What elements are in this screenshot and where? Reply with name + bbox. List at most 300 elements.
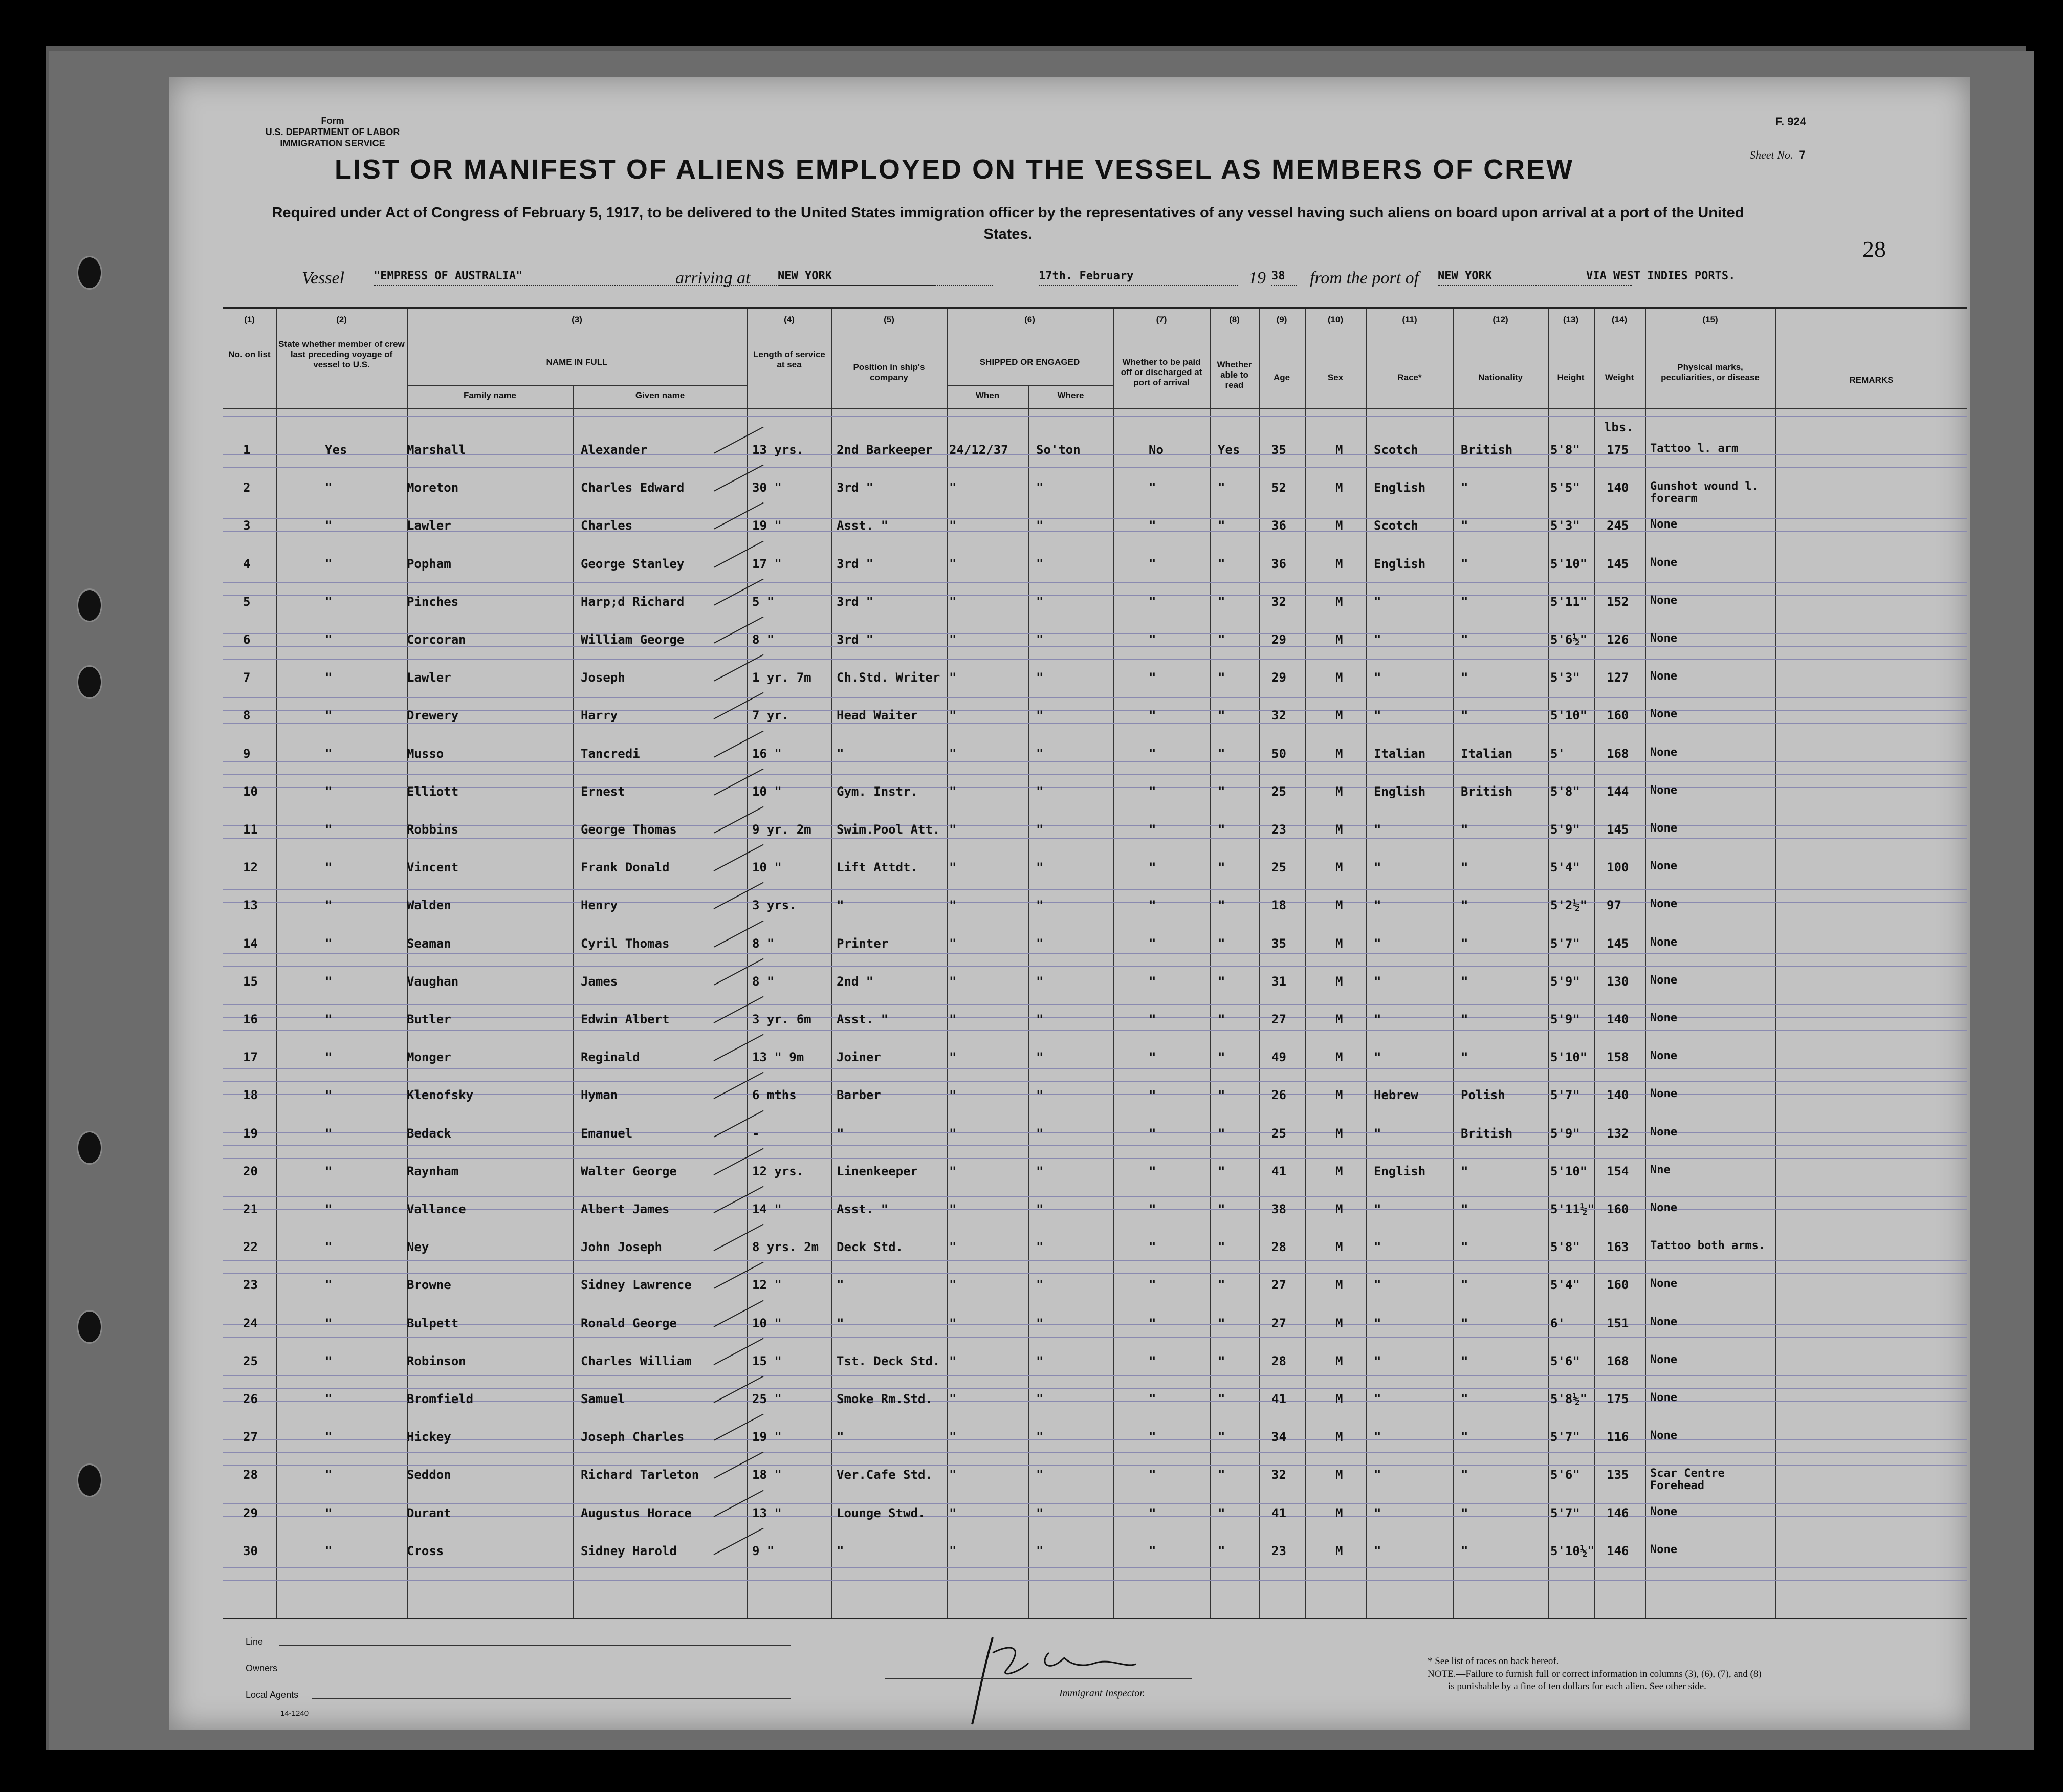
sex-cell: M xyxy=(1335,1505,1343,1520)
race-cell: " xyxy=(1374,860,1381,875)
position-cell: " xyxy=(837,1430,844,1445)
race-cell: English xyxy=(1374,1164,1426,1178)
height-cell: 5'7" xyxy=(1550,1505,1580,1520)
shipped-when-cell: " xyxy=(949,936,957,951)
ruled-line xyxy=(223,1567,1967,1568)
nationality-cell: " xyxy=(1461,974,1468,989)
race-cell: " xyxy=(1374,1505,1381,1520)
ruled-line xyxy=(223,467,1967,468)
shipped-where-cell: " xyxy=(1036,518,1044,533)
weight-cell: 158 xyxy=(1607,1050,1629,1065)
age-cell: 25 xyxy=(1271,784,1286,799)
shipped-where-cell: " xyxy=(1036,860,1044,875)
sex-cell: M xyxy=(1335,1012,1343,1026)
given-name-cell: Cyril Thomas xyxy=(581,936,670,951)
row-number-cell: 26 xyxy=(243,1392,258,1406)
shipped-where-cell: " xyxy=(1036,898,1044,913)
row-number-cell: 27 xyxy=(243,1430,258,1445)
race-cell: Italian xyxy=(1374,746,1426,761)
able-to-read-cell: " xyxy=(1218,1278,1225,1293)
ruled-line xyxy=(223,1145,1967,1146)
weight-cell: 168 xyxy=(1607,746,1629,761)
position-cell: " xyxy=(837,1278,844,1293)
able-to-read-cell: " xyxy=(1218,1430,1225,1445)
able-to-read-cell: " xyxy=(1218,1240,1225,1255)
race-cell: " xyxy=(1374,1012,1381,1026)
length-of-service-cell: - xyxy=(752,1126,760,1141)
previous-voyage-cell: " xyxy=(325,1316,333,1330)
ruled-line xyxy=(223,953,1967,954)
nationality-cell: " xyxy=(1461,1202,1468,1216)
nationality-cell: " xyxy=(1461,632,1468,647)
shipped-where-cell: So'ton xyxy=(1036,443,1081,457)
sex-cell: M xyxy=(1335,860,1343,875)
paid-off-cell: " xyxy=(1149,1240,1156,1255)
row-number-cell: 15 xyxy=(243,974,258,989)
race-cell: " xyxy=(1374,670,1381,685)
shipped-where-cell: " xyxy=(1036,1278,1044,1293)
shipped-when-cell: " xyxy=(949,1316,957,1330)
crew-table xyxy=(223,307,1967,1619)
family-name-cell: Corcoran xyxy=(407,632,466,647)
given-name-cell: Richard Tarleton xyxy=(581,1468,699,1482)
shipped-where-cell: " xyxy=(1036,746,1044,761)
shipped-where-cell: " xyxy=(1036,1392,1044,1406)
length-of-service-cell: 25 " xyxy=(752,1392,782,1406)
paid-off-cell: " xyxy=(1149,594,1156,609)
col-shipped-index: (6) xyxy=(1024,315,1035,324)
punch-hole xyxy=(77,256,102,290)
height-cell: 5' xyxy=(1550,746,1565,761)
given-name-cell: Albert James xyxy=(581,1202,670,1216)
given-name-cell: Joseph Charles xyxy=(581,1430,685,1445)
age-cell: 27 xyxy=(1271,1316,1286,1330)
shipped-where-cell: " xyxy=(1036,1050,1044,1065)
previous-voyage-cell: " xyxy=(325,1012,333,1026)
able-to-read-cell: " xyxy=(1218,1392,1225,1406)
col-when-header: When xyxy=(975,390,1000,400)
weight-cell: 116 xyxy=(1607,1430,1629,1445)
row-number-cell: 12 xyxy=(243,860,258,875)
physical-marks-cell: Nne xyxy=(1650,1163,1671,1176)
nationality-cell: " xyxy=(1461,594,1468,609)
column-divider xyxy=(1453,309,1454,1619)
family-name-cell: Drewery xyxy=(407,708,459,723)
shipped-when-cell: " xyxy=(949,708,957,723)
position-cell: Asst. " xyxy=(837,1012,889,1026)
row-number-cell: 23 xyxy=(243,1278,258,1293)
shipped-where-cell: " xyxy=(1036,1505,1044,1520)
race-cell: Hebrew xyxy=(1374,1088,1418,1103)
column-divider xyxy=(947,309,948,1619)
able-to-read-cell: " xyxy=(1218,1353,1225,1368)
given-name-cell: George Stanley xyxy=(581,556,685,571)
position-cell: Lounge Stwd. xyxy=(837,1505,926,1520)
ruled-line xyxy=(223,1030,1967,1031)
shipped-where-cell: " xyxy=(1036,822,1044,837)
shipped-where-cell: " xyxy=(1036,974,1044,989)
sex-cell: M xyxy=(1335,670,1343,685)
position-cell: Asst. " xyxy=(837,1202,889,1216)
physical-marks-cell: None xyxy=(1650,1087,1677,1101)
given-name-cell: Tancredi xyxy=(581,746,640,761)
race-cell: English xyxy=(1374,480,1426,495)
col-previous-voyage-header: State whether member of crew last preceding voyage of vessel to U.S. xyxy=(278,339,405,369)
age-cell: 29 xyxy=(1271,632,1286,647)
family-name-cell: Popham xyxy=(407,556,451,571)
form-header-block xyxy=(246,115,420,149)
ruled-line xyxy=(223,1196,1967,1197)
height-cell: 5'4" xyxy=(1550,1278,1580,1293)
race-cell: English xyxy=(1374,784,1426,799)
row-number-cell: 9 xyxy=(243,746,251,761)
shipped-when-cell: " xyxy=(949,784,957,799)
race-cell: " xyxy=(1374,974,1381,989)
physical-marks-cell: None xyxy=(1650,1277,1677,1291)
paid-off-cell: " xyxy=(1149,1278,1156,1293)
position-cell: Barber xyxy=(837,1088,881,1103)
weight-cell: 163 xyxy=(1607,1240,1629,1255)
paid-off-cell: " xyxy=(1149,1392,1156,1406)
height-cell: 5'9" xyxy=(1550,1126,1580,1141)
nationality-cell: " xyxy=(1461,518,1468,533)
via-route: VIA WEST INDIES PORTS. xyxy=(1586,270,1736,282)
height-cell: 5'6" xyxy=(1550,1468,1580,1482)
sex-cell: M xyxy=(1335,1240,1343,1255)
row-number-cell: 11 xyxy=(243,822,258,837)
length-of-service-cell: 19 " xyxy=(752,1430,782,1445)
physical-marks-cell: None xyxy=(1650,1429,1677,1443)
length-of-service-cell: 19 " xyxy=(752,518,782,533)
nationality-cell: British xyxy=(1461,1126,1513,1141)
sex-cell: M xyxy=(1335,784,1343,799)
previous-voyage-cell: " xyxy=(325,784,333,799)
shipped-when-cell: " xyxy=(949,1392,957,1406)
previous-voyage-cell: " xyxy=(325,480,333,495)
shipped-when-cell: " xyxy=(949,1088,957,1103)
paid-off-cell: " xyxy=(1149,1505,1156,1520)
shipped-where-cell: " xyxy=(1036,1240,1044,1255)
nationality-cell: " xyxy=(1461,860,1468,875)
family-name-cell: Marshall xyxy=(407,443,466,457)
able-to-read-cell: " xyxy=(1218,860,1225,875)
nationality-cell: " xyxy=(1461,1543,1468,1558)
position-cell: 2nd " xyxy=(837,974,874,989)
physical-marks-cell: None xyxy=(1650,746,1677,759)
sex-cell: M xyxy=(1335,1088,1343,1103)
race-cell: " xyxy=(1374,632,1381,647)
shipped-when-cell: " xyxy=(949,1353,957,1368)
race-cell: " xyxy=(1374,1126,1381,1141)
row-number-cell: 29 xyxy=(243,1505,258,1520)
family-name-cell: Robbins xyxy=(407,822,459,837)
vessel-name: "EMPRESS OF AUSTRALIA" xyxy=(374,270,936,286)
given-name-cell: John Joseph xyxy=(581,1240,662,1255)
col-service-header: Length of service at sea xyxy=(753,349,825,369)
col-sex-header: Sex xyxy=(1327,373,1344,382)
row-number-cell: 6 xyxy=(243,632,251,647)
sex-cell: M xyxy=(1335,1316,1343,1330)
physical-marks-cell: None xyxy=(1650,556,1677,569)
shipped-when-cell: " xyxy=(949,1543,957,1558)
ruled-line xyxy=(223,1081,1967,1082)
given-name-cell: Charles xyxy=(581,518,633,533)
position-cell: " xyxy=(837,1543,844,1558)
weight-cell: 100 xyxy=(1607,860,1629,875)
sex-cell: M xyxy=(1335,936,1343,951)
able-to-read-cell: " xyxy=(1218,898,1225,913)
length-of-service-cell: 15 " xyxy=(752,1353,782,1368)
form-label: Form xyxy=(321,116,344,126)
col-race-header: Race* xyxy=(1397,373,1422,382)
age-cell: 41 xyxy=(1271,1505,1286,1520)
inspector-signature-line xyxy=(885,1678,1192,1679)
punch-hole xyxy=(77,1131,102,1165)
length-of-service-cell: 7 yr. xyxy=(752,708,789,723)
shipped-where-cell: " xyxy=(1036,556,1044,571)
age-cell: 41 xyxy=(1271,1164,1286,1178)
family-name-cell: Bedack xyxy=(407,1126,451,1141)
family-name-cell: Cross xyxy=(407,1543,444,1558)
length-of-service-cell: 13 " xyxy=(752,1505,782,1520)
paid-off-cell: " xyxy=(1149,1468,1156,1482)
col-position-header: Position in ship's company xyxy=(853,362,925,382)
length-of-service-cell: 10 " xyxy=(752,784,782,799)
paid-off-cell: " xyxy=(1149,1126,1156,1141)
col-height-header: Height xyxy=(1557,373,1585,382)
shipped-where-cell: " xyxy=(1036,1202,1044,1216)
nationality-cell: " xyxy=(1461,898,1468,913)
given-name-cell: Frank Donald xyxy=(581,860,670,875)
nationality-cell: " xyxy=(1461,936,1468,951)
race-cell: " xyxy=(1374,822,1381,837)
from-port-label: from the port of xyxy=(1310,269,1419,288)
able-to-read-cell: " xyxy=(1218,1468,1225,1482)
physical-marks-cell: None xyxy=(1650,1391,1677,1404)
col-shipped-header: SHIPPED OR ENGAGED xyxy=(979,357,1080,367)
position-cell: Joiner xyxy=(837,1050,881,1065)
weight-cell: 160 xyxy=(1607,1278,1629,1293)
family-name-cell: Durant xyxy=(407,1505,451,1520)
shipped-when-cell: " xyxy=(949,1126,957,1141)
family-name-cell: Bulpett xyxy=(407,1316,459,1330)
subheader-divider xyxy=(947,385,1113,386)
immigrant-inspector-label: Immigrant Inspector. xyxy=(1059,1688,1145,1699)
sheet-number-field xyxy=(1750,148,1806,162)
able-to-read-cell: " xyxy=(1218,594,1225,609)
sheet-number-value: 7 xyxy=(1799,148,1806,161)
nationality-cell: " xyxy=(1461,1012,1468,1026)
weight-cell: 135 xyxy=(1607,1468,1629,1482)
col-nationality-index: (12) xyxy=(1493,315,1508,324)
weight-cell: 168 xyxy=(1607,1353,1629,1368)
height-cell: 5'8" xyxy=(1550,443,1580,457)
age-cell: 36 xyxy=(1271,518,1286,533)
shipped-where-cell: " xyxy=(1036,708,1044,723)
family-name-cell: Klenofsky xyxy=(407,1088,474,1103)
col-previous-voyage-index: (2) xyxy=(336,315,347,324)
physical-marks-cell: None xyxy=(1650,632,1677,645)
given-name-cell: Sidney Lawrence xyxy=(581,1278,692,1293)
length-of-service-cell: 6 mths xyxy=(752,1088,797,1103)
age-cell: 50 xyxy=(1271,746,1286,761)
shipped-where-cell: " xyxy=(1036,1088,1044,1103)
owners-label: Owners xyxy=(246,1663,278,1673)
able-to-read-cell: " xyxy=(1218,1164,1225,1178)
physical-marks-cell: None xyxy=(1650,898,1677,911)
height-cell: 5'9" xyxy=(1550,822,1580,837)
nationality-cell: " xyxy=(1461,708,1468,723)
line-field-underline xyxy=(279,1645,791,1646)
able-to-read-cell: " xyxy=(1218,974,1225,989)
ruled-line xyxy=(223,966,1967,967)
family-name-cell: Vallance xyxy=(407,1202,466,1216)
shipped-where-cell: " xyxy=(1036,632,1044,647)
paid-off-cell: " xyxy=(1149,1353,1156,1368)
shipped-where-cell: " xyxy=(1036,594,1044,609)
races-footnote: * See list of races on back hereof. xyxy=(1428,1656,1559,1667)
paid-off-cell: " xyxy=(1149,898,1156,913)
family-name-cell: Butler xyxy=(407,1012,451,1026)
age-cell: 32 xyxy=(1271,594,1286,609)
sex-cell: M xyxy=(1335,898,1343,913)
weight-unit-label: lbs. xyxy=(1604,420,1634,434)
column-divider xyxy=(1548,309,1549,1619)
shipped-where-cell: " xyxy=(1036,480,1044,495)
able-to-read-cell: " xyxy=(1218,1316,1225,1330)
shipped-when-cell: " xyxy=(949,1202,957,1216)
family-name-cell: Seaman xyxy=(407,936,451,951)
previous-voyage-cell: " xyxy=(325,936,333,951)
length-of-service-cell: 1 yr. 7m xyxy=(752,670,811,685)
nationality-cell: " xyxy=(1461,1278,1468,1293)
previous-voyage-cell: " xyxy=(325,746,333,761)
family-name-cell: Lawler xyxy=(407,518,451,533)
row-number-cell: 20 xyxy=(243,1164,258,1178)
paid-off-cell: " xyxy=(1149,1088,1156,1103)
race-cell: " xyxy=(1374,1050,1381,1065)
previous-voyage-cell: " xyxy=(325,1543,333,1558)
able-to-read-cell: " xyxy=(1218,1012,1225,1026)
row-number-cell: 2 xyxy=(243,480,251,495)
age-cell: 32 xyxy=(1271,708,1286,723)
page-title: LIST OR MANIFEST OF ALIENS EMPLOYED ON THE VESSEL AS MEMBERS OF CREW xyxy=(334,154,1574,185)
previous-voyage-cell: " xyxy=(325,708,333,723)
column-divider xyxy=(1210,309,1211,1619)
shipped-where-cell: " xyxy=(1036,1012,1044,1026)
position-cell: 3rd " xyxy=(837,480,874,495)
family-name-cell: Lawler xyxy=(407,670,451,685)
height-cell: 5'11" xyxy=(1550,594,1588,609)
previous-voyage-cell: " xyxy=(325,860,333,875)
col-height-index: (13) xyxy=(1563,315,1579,324)
position-cell: Printer xyxy=(837,936,889,951)
col-paid-off-index: (7) xyxy=(1156,315,1167,324)
length-of-service-cell: 3 yrs. xyxy=(752,898,797,913)
row-number-cell: 14 xyxy=(243,936,258,951)
nationality-cell: Italian xyxy=(1461,746,1513,761)
given-name-cell: Alexander xyxy=(581,443,648,457)
ruled-line xyxy=(223,838,1967,839)
physical-marks-cell: None xyxy=(1650,783,1677,797)
previous-voyage-cell: " xyxy=(325,632,333,647)
paid-off-cell: " xyxy=(1149,822,1156,837)
age-cell: 23 xyxy=(1271,822,1286,837)
previous-voyage-cell: " xyxy=(325,1240,333,1255)
race-cell: " xyxy=(1374,1392,1381,1406)
shipped-when-cell: " xyxy=(949,974,957,989)
sex-cell: M xyxy=(1335,1164,1343,1178)
sex-cell: M xyxy=(1335,1353,1343,1368)
col-number-header: No. on list xyxy=(228,349,271,359)
given-name-cell: James xyxy=(581,974,618,989)
race-cell: Scotch xyxy=(1374,518,1418,533)
previous-voyage-cell: " xyxy=(325,1088,333,1103)
family-name-cell: Elliott xyxy=(407,784,459,799)
form-number: F. 924 xyxy=(1775,115,1806,128)
ruled-line xyxy=(223,761,1967,762)
col-name-index: (3) xyxy=(572,315,582,324)
sex-cell: M xyxy=(1335,708,1343,723)
position-cell: Head Waiter xyxy=(837,708,918,723)
age-cell: 18 xyxy=(1271,898,1286,913)
shipped-when-cell: " xyxy=(949,594,957,609)
shipped-where-cell: " xyxy=(1036,1468,1044,1482)
previous-voyage-cell: " xyxy=(325,1505,333,1520)
family-name-cell: Vaughan xyxy=(407,974,459,989)
sex-cell: M xyxy=(1335,1126,1343,1141)
given-name-cell: Joseph xyxy=(581,670,625,685)
race-cell: " xyxy=(1374,1240,1381,1255)
paid-off-cell: No xyxy=(1149,443,1164,457)
able-to-read-cell: " xyxy=(1218,822,1225,837)
physical-marks-cell: Tattoo both arms. xyxy=(1650,1239,1766,1253)
height-cell: 5'8" xyxy=(1550,784,1580,799)
column-divider xyxy=(1259,309,1260,1619)
height-cell: 5'10" xyxy=(1550,1164,1588,1178)
position-cell: " xyxy=(837,898,844,913)
row-number-cell: 21 xyxy=(243,1202,258,1216)
family-name-cell: Seddon xyxy=(407,1468,451,1482)
shipped-when-cell: " xyxy=(949,1505,957,1520)
able-to-read-cell: " xyxy=(1218,556,1225,571)
shipped-when-cell: " xyxy=(949,480,957,495)
ruled-line xyxy=(223,889,1967,890)
nationality-cell: " xyxy=(1461,1468,1468,1482)
ruled-line xyxy=(223,723,1967,724)
nationality-cell: British xyxy=(1461,784,1513,799)
race-cell: Scotch xyxy=(1374,443,1418,457)
weight-cell: 145 xyxy=(1607,936,1629,951)
department-label: U.S. DEPARTMENT OF LABOR xyxy=(265,127,400,137)
age-cell: 49 xyxy=(1271,1050,1286,1065)
age-cell: 25 xyxy=(1271,860,1286,875)
column-divider xyxy=(1645,309,1646,1619)
height-cell: 5'6" xyxy=(1550,1353,1580,1368)
shipped-where-cell: " xyxy=(1036,1316,1044,1330)
physical-marks-cell: None xyxy=(1650,594,1677,607)
length-of-service-cell: 16 " xyxy=(752,746,782,761)
weight-cell: 144 xyxy=(1607,784,1629,799)
position-cell: Lift Attdt. xyxy=(837,860,918,875)
sheet-number-label: Sheet No. xyxy=(1750,148,1793,161)
race-cell: " xyxy=(1374,1353,1381,1368)
length-of-service-cell: 9 " xyxy=(752,1543,775,1558)
row-number-cell: 16 xyxy=(243,1012,258,1026)
able-to-read-cell: " xyxy=(1218,784,1225,799)
able-to-read-cell: " xyxy=(1218,632,1225,647)
position-cell: " xyxy=(837,1316,844,1330)
